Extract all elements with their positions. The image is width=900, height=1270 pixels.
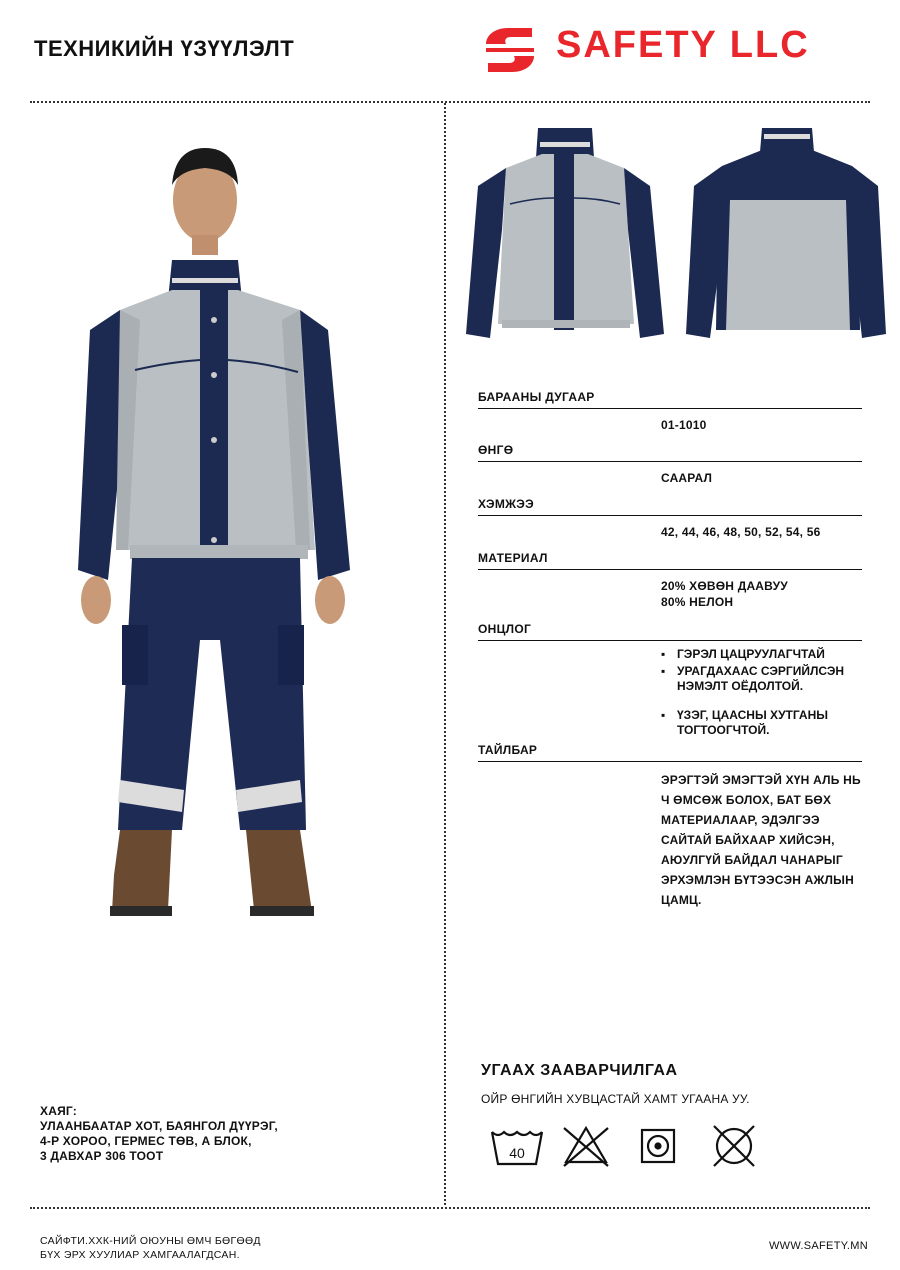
spec-value: 42, 44, 46, 48, 50, 52, 54, 56 <box>661 525 821 539</box>
material-line: 20% ХӨВӨН ДААВУУ <box>661 579 788 593</box>
wash-temp: 40 <box>509 1145 525 1161</box>
spec-size <box>478 497 862 540</box>
care-note: ОЙР ӨНГИЙН ХУВЦАСТАЙ ХАМТ УГААНА УУ. <box>481 1092 750 1106</box>
spec-features <box>478 622 862 738</box>
header-divider <box>30 101 870 103</box>
model-photo <box>60 140 390 930</box>
page-title: ТЕХНИКИЙН ҮЗҮҮЛЭЛТ <box>34 36 295 61</box>
spec-article <box>478 390 862 433</box>
tumble-dry-icon <box>642 1130 674 1162</box>
address-label: ХАЯГ: <box>40 1104 77 1118</box>
feature-item: ▪ УРАГДАХААС СЭРГИЙЛСЭН НЭМЭЛТ ОЁДОЛТОЙ. <box>661 664 862 694</box>
spec-label: БАРААНЫ ДУГААР <box>478 390 862 409</box>
column-divider <box>444 103 446 1205</box>
website-link[interactable]: WWW.SAFETY.MN <box>768 1240 868 1252</box>
spec-note <box>478 743 862 910</box>
spec-value: СААРАЛ <box>661 471 713 485</box>
spec-material <box>478 551 862 610</box>
spec-label: ӨНГӨ <box>478 443 862 462</box>
spec-label: ОНЦЛОГ <box>478 622 862 641</box>
feature-item: ▪ ГЭРЭЛ ЦАЦРУУЛАГЧТАЙ <box>661 647 862 662</box>
feature-list <box>661 647 862 738</box>
material-line: 80% НЕЛОН <box>661 595 734 609</box>
spec-value <box>661 578 862 610</box>
spec-label: ТАЙЛБАР <box>478 743 862 762</box>
care-icons <box>488 1122 778 1172</box>
address-line: 3 ДАВХАР 306 ТООТ <box>40 1149 164 1163</box>
spec-color <box>478 443 862 486</box>
spec-label: МАТЕРИАЛ <box>478 551 862 570</box>
spec-value: ЭРЭГТЭЙ ЭМЭГТЭЙ ХҮН АЛЬ НЬ Ч ӨМСӨЖ БОЛОХ, БАТ БӨХ МАТЕРИАЛААР, ЭДЭЛГЭЭ САЙТАЙ БАЙХААР ХИЙСЭН, АЮУЛГҮЙ БАЙДАЛ ЧАНАРЫГ ЭРХЭМЛЭН БҮТЭЭСЭН АЖЛЫН ЦАМЦ. <box>661 773 861 907</box>
feature-item: ▪ ҮЗЭГ, ЦААСНЫ ХУТГАНЫ ТОГТООГЧТОЙ. <box>661 708 862 738</box>
jacket-front-image <box>458 120 670 352</box>
brand-s-icon <box>480 22 540 78</box>
copyright-notice <box>40 1234 261 1262</box>
care-title: УГААХ ЗААВАРЧИЛГАА <box>481 1062 678 1079</box>
brand-logo <box>480 22 880 78</box>
address-line: 4-Р ХОРОО, ГЕРМЕС ТӨВ, А БЛОК, <box>40 1134 252 1148</box>
copyright-line: БҮХ ЭРХ ХУУЛИАР ХАМГААЛАГДСАН. <box>40 1249 240 1261</box>
no-bleach-icon <box>564 1128 608 1166</box>
brand-name: SAFETY LLC <box>556 24 810 66</box>
copyright-line: САЙФТИ.ХХК-НИЙ ОЮУНЫ ӨМЧ БӨГӨӨД <box>40 1235 261 1247</box>
address-line: УЛААНБААТАР ХОТ, БАЯНГОЛ ДҮҮРЭГ, <box>40 1119 278 1133</box>
spec-label: ХЭМЖЭЭ <box>478 497 862 516</box>
footer-divider <box>30 1207 870 1209</box>
address-block <box>40 1104 278 1164</box>
spec-value: 01-1010 <box>661 418 707 432</box>
no-dry-clean-icon <box>714 1126 754 1166</box>
jacket-back-image <box>680 120 892 352</box>
